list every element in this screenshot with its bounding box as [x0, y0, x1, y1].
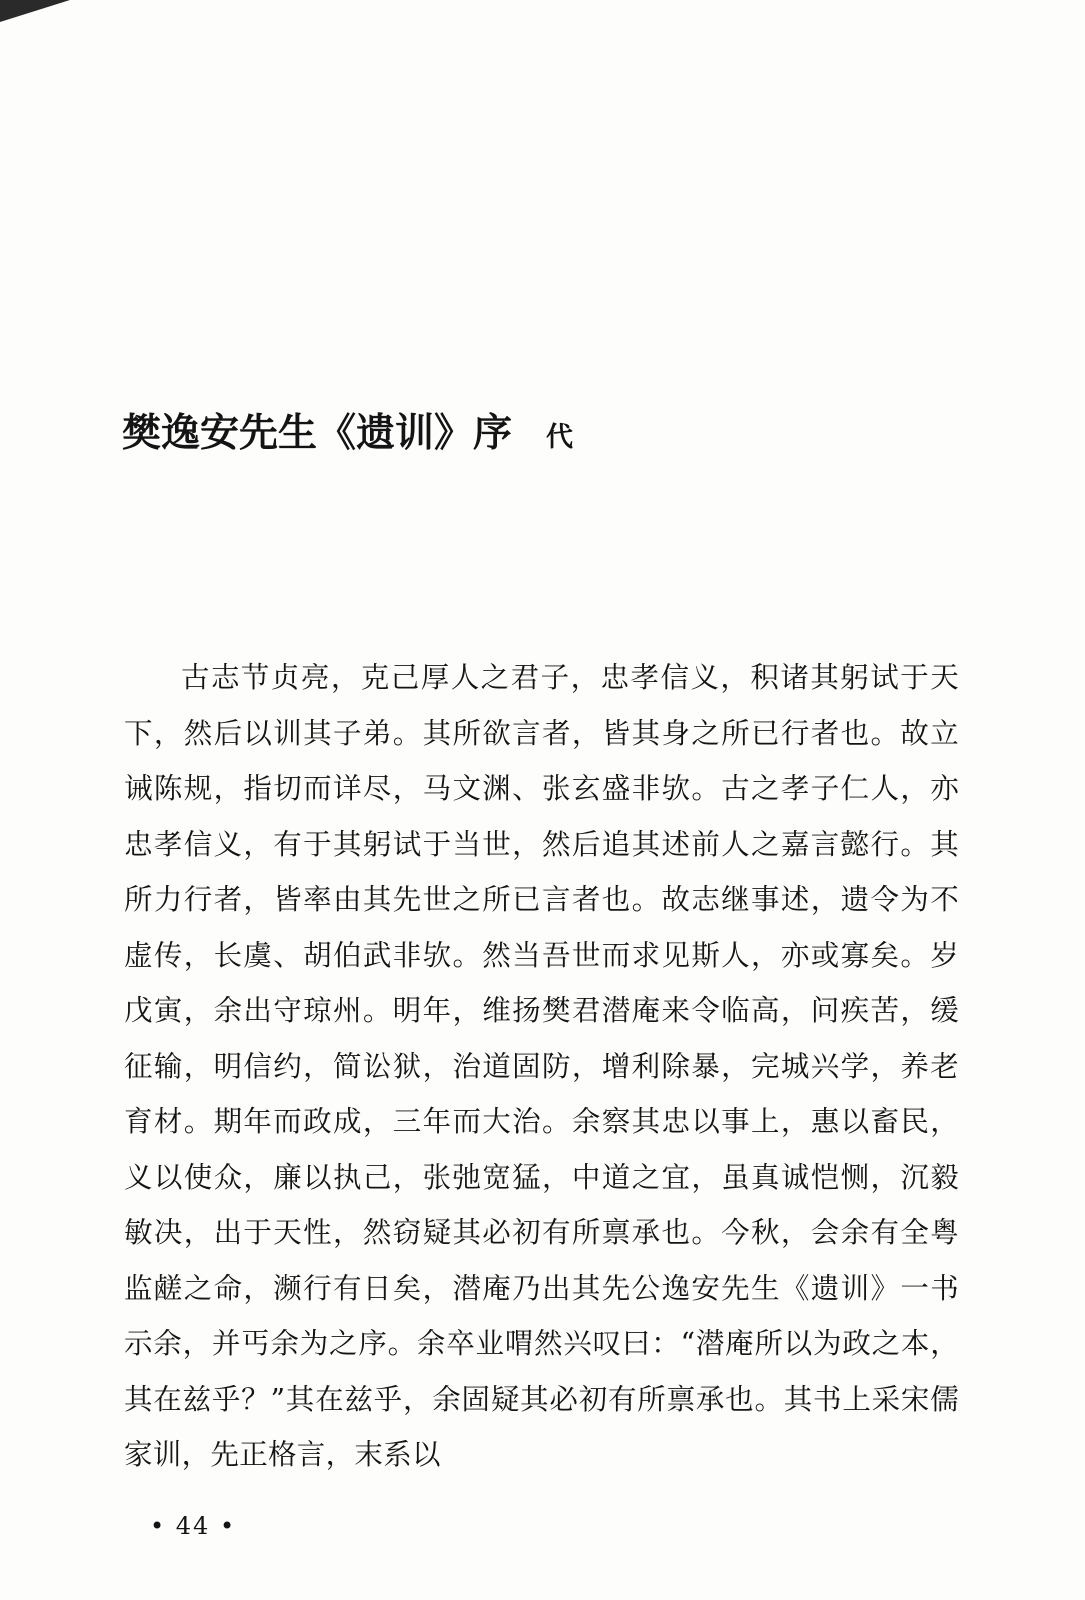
chapter-title: 樊逸安先生《遗训》序 — [122, 411, 513, 456]
chapter-heading — [122, 402, 882, 462]
body-paragraph: 古志节贞亮，克己厚人之君子，忠孝信义，积诸其躬试于天下，然后以训其子弟。其所欲言者，皆其身之所已行者也。故立诫陈规，指切而详尽，马文渊、张玄盛非欤。古之孝子仁人，亦忠孝信义，有于其躬试于当世，然后追其述前人之嘉言懿行。其所力行者，皆率由其先世之所已言者也。故志继事述，遗令为不虚传，长虞、胡伯武非欤。然当吾世而求见斯人，亦或寡矣。岁戊寅，余出守琼州。明年，维扬樊君潜庵来令临高，问疾苦，缓征输，明信约，简讼狱，治道固防，增利除暴，完城兴学，养老育材。期年而政成，三年而大治。余察其忠以事上，惠以畜民，义以使众，廉以执己，张弛宽猛，中道之宜，虽真诚恺恻，沉毅敏决，出于天性，然窃疑其必初有所禀承也。今秋，会余有全粤监鹾之命，濒行有日矣，潜庵乃出其先公逸安先生《遗训》一书示余，并丐余为之序。余卒业喟然兴叹曰：“潜庵所以为政之本，其在兹乎？”其在兹乎，余固疑其必初有所禀承也。其书上采宋儒家训，先正格言，末系以 — [124, 661, 959, 1471]
page-number: • 44 • — [150, 1512, 237, 1540]
scan-corner-shadow — [0, 0, 70, 22]
chapter-title-note: 代 — [546, 422, 574, 453]
